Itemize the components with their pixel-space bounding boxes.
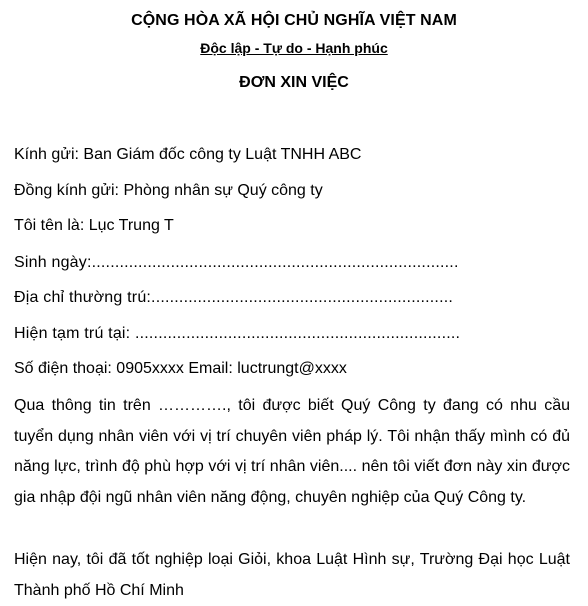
contact-line: Số điện thoại: 0905xxxx Email: luctrungt@xxxx [14, 360, 347, 377]
cc-recipient-line: Đồng kính gửi: Phòng nhân sự Quý công ty [14, 182, 323, 199]
body-paragraph-1: Qua thông tin trên …………., tôi được biết Quý Công ty đang có nhu cầu tuyển dụng nhân viên với vị trí chuyên viên pháp lý. Tôi nhận thấy mình có đủ năng lực, trình độ phù hợp với vị trí nhân viên.... nên tôi viết đơn này xin được gia nhập đội ngũ nhân viên năng động, chuyên nghiệp của Quý Công ty. [14, 397, 570, 506]
birth-date-line: Sinh ngày:............................................................................... [14, 254, 459, 271]
temporary-address-line: Hiện tạm trú tại: ...................................................................... [14, 325, 461, 342]
body-paragraph-2: Hiện nay, tôi đã tốt nghiệp loại Giỏi, khoa Luật Hình sự, Trường Đại học Luật Thành phố Hồ Chí Minh [14, 551, 570, 599]
permanent-address-line: Địa chỉ thường trú:................................................................. [14, 289, 454, 306]
recipient-line: Kính gửi: Ban Giám đốc công ty Luật TNHH ABC [14, 146, 362, 163]
document-title: ĐƠN XIN VIỆC [239, 74, 349, 91]
national-title: CỘNG HÒA XÃ HỘI CHỦ NGHĨA VIỆT NAM [131, 12, 457, 29]
name-line: Tôi tên là: Lục Trung T [14, 217, 174, 234]
motto: Độc lập - Tự do - Hạnh phúc [200, 40, 388, 56]
